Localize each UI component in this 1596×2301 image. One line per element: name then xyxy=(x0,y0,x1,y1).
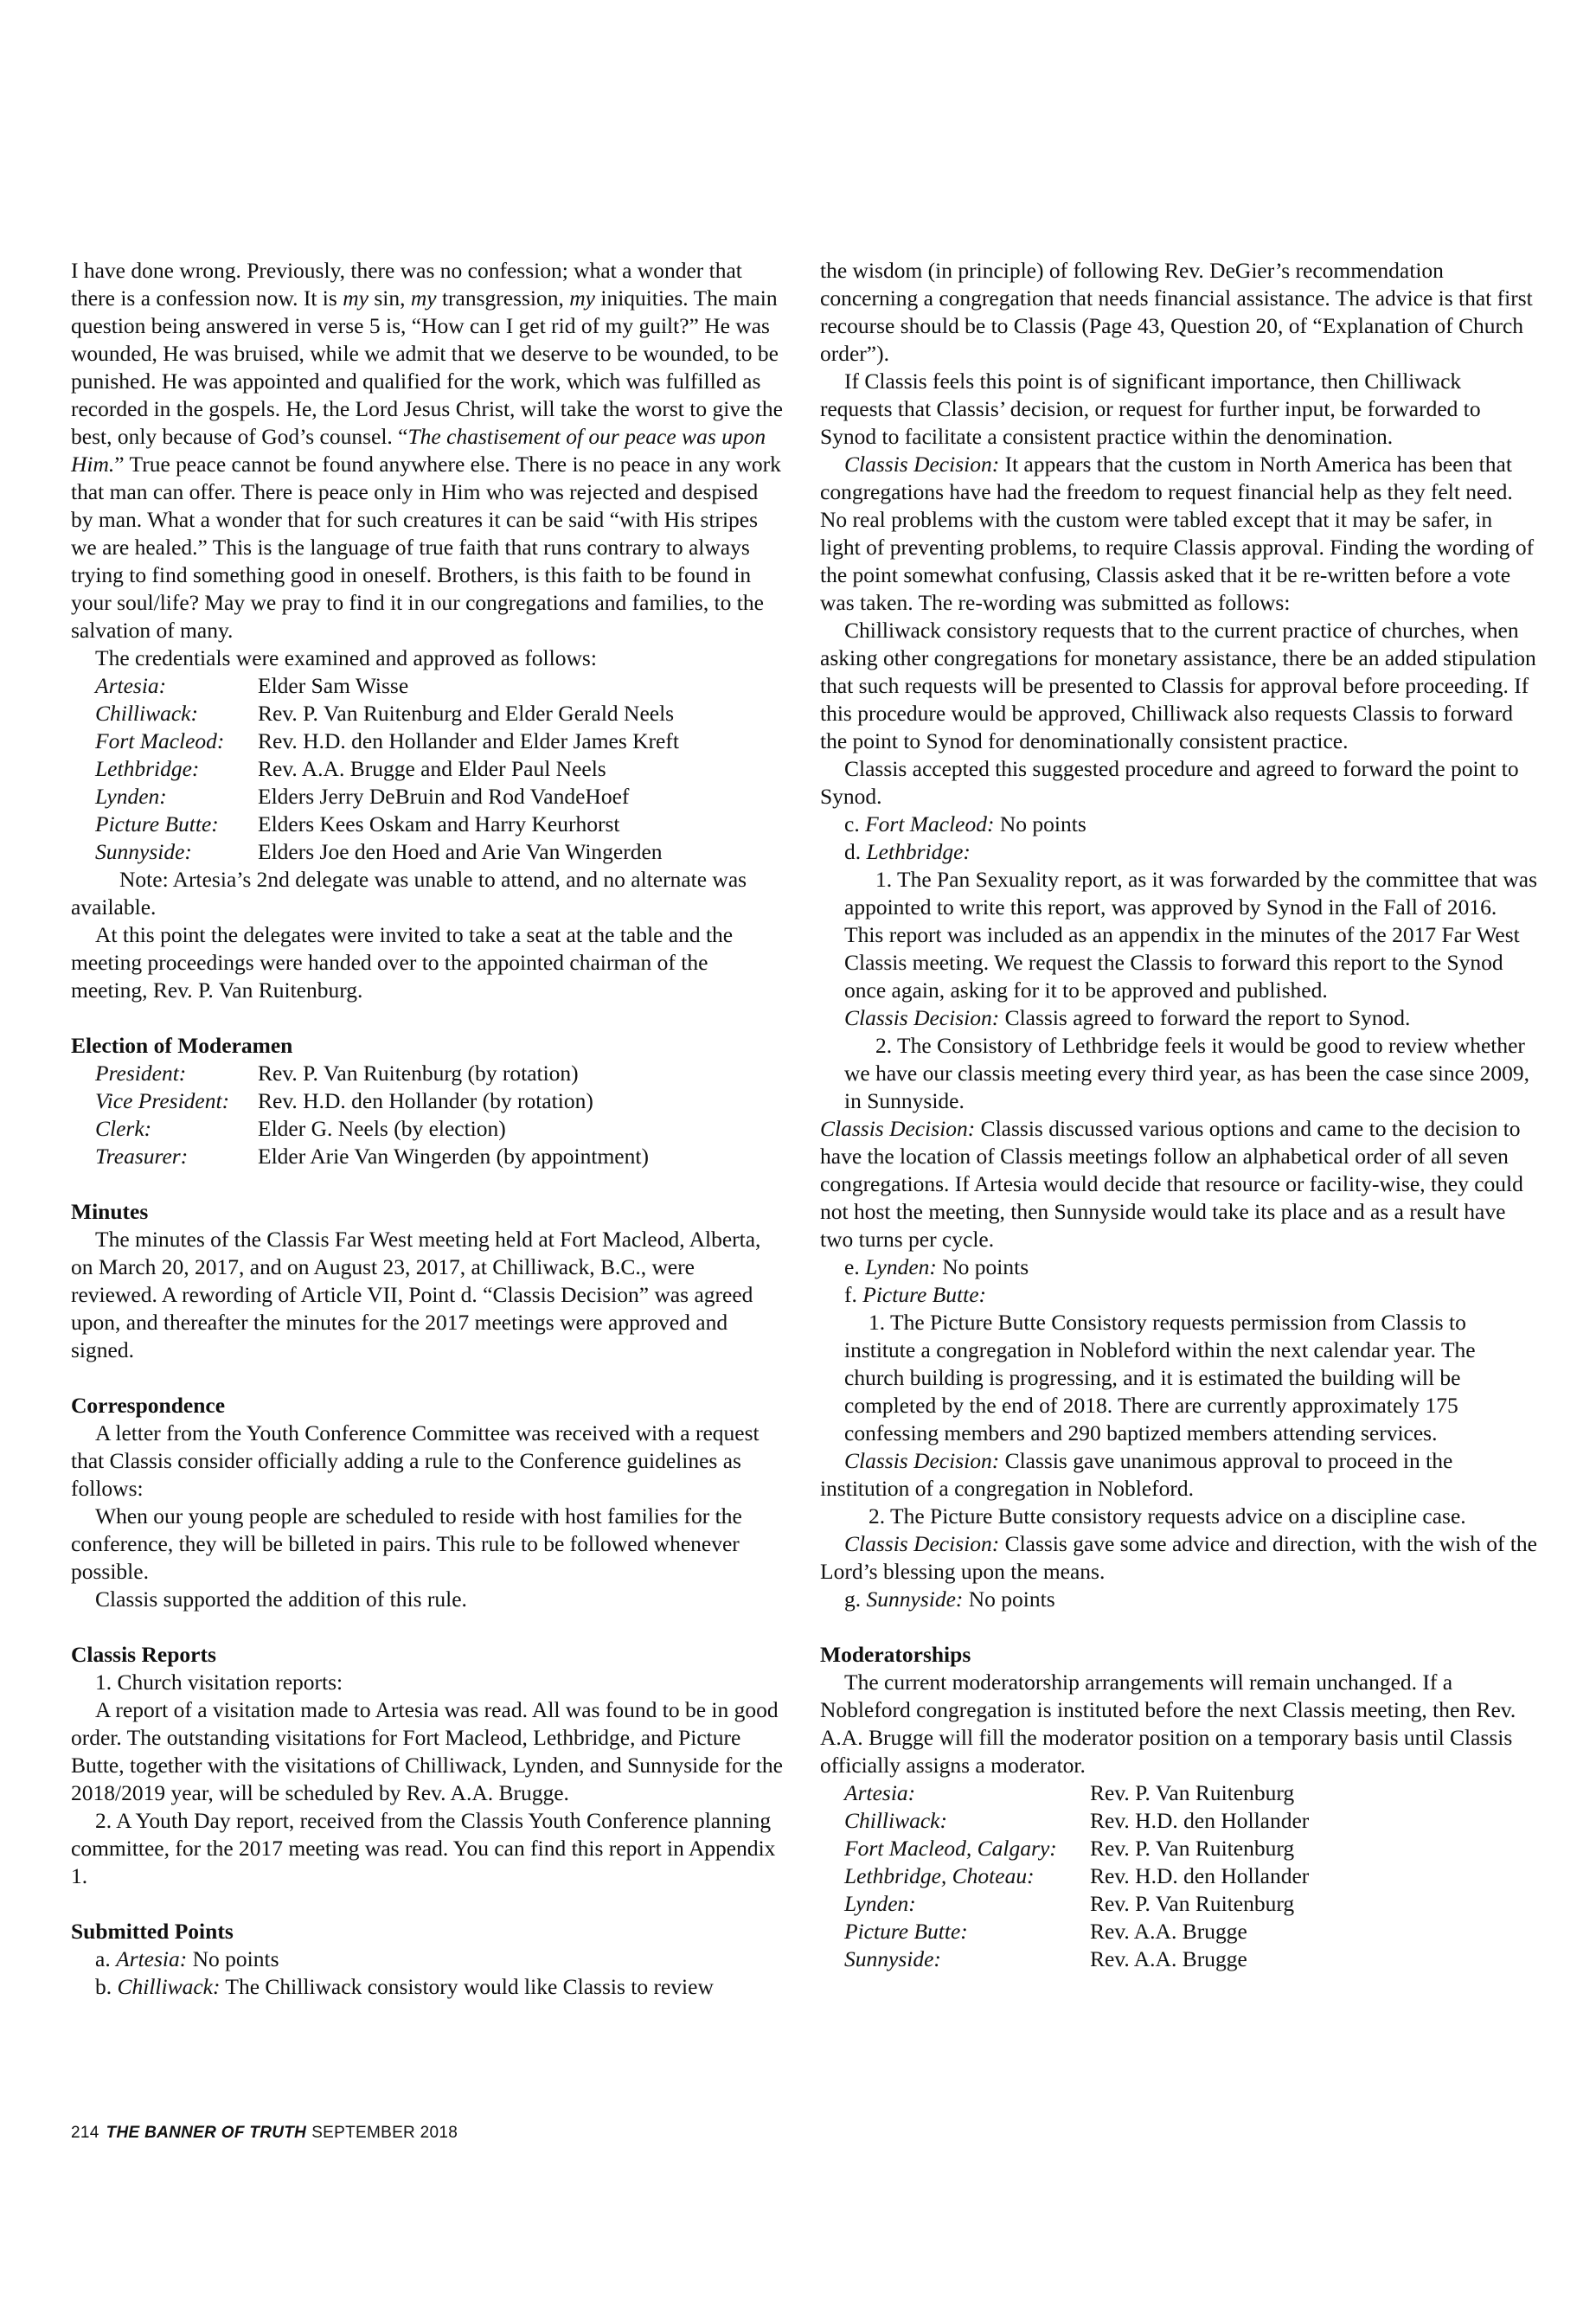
section-heading-points: Submitted Points xyxy=(71,1919,234,1944)
body-paragraph: the wisdom (in principle) of following Rev. DeGier’s recommendation concerning a congregation that needs financial assistance. The advice is that first recourse should be to Classis (Page 43, Question 20, of “Explanation of Church order”). xyxy=(820,258,1533,366)
table-row: Lynden: Elders Jerry DeBruin and Rod VandeHoef xyxy=(95,784,630,809)
decision-paragraph: Classis Decision: Classis gave some advice and direction, with the wish of the Lord’s blessing upon the means. xyxy=(820,1531,1537,1584)
table-row: Clerk: Elder G. Neels (by election) xyxy=(95,1116,506,1141)
table-row: Lethbridge, Choteau: Rev. H.D. den Hollander xyxy=(844,1863,1310,1888)
section-heading-correspondence: Correspondence xyxy=(71,1393,226,1418)
table-row: Artesia: Rev. P. Van Ruitenburg xyxy=(844,1780,1295,1805)
page-number: 214 xyxy=(71,2124,99,2142)
issue-date: SEPTEMBER 2018 xyxy=(311,2124,458,2142)
table-row: Picture Butte: Elders Kees Oskam and Harry Keurhorst xyxy=(95,811,620,836)
table-row: Fort Macleod: Rev. H.D. den Hollander and Elder James Kreft xyxy=(95,728,679,753)
decision-paragraph: Classis Decision: Classis agreed to forward the report to Synod. xyxy=(844,1005,1411,1030)
table-row: Artesia: Elder Sam Wisse xyxy=(95,673,409,698)
magazine-title: THE BANNER OF TRUTH xyxy=(106,2124,307,2142)
picture-butte-points xyxy=(844,1309,1538,1447)
lethbridge-points xyxy=(844,866,1538,1115)
credentials-table xyxy=(95,672,679,866)
list-item: c. Fort Macleod: No points xyxy=(844,811,1086,836)
list-item: 2. The Consistory of Lethbridge feels it would be good to review whether we have our classis meeting every third year, as has been the case since 2009, in Sunnyside. xyxy=(844,1033,1530,1113)
page-footer xyxy=(71,2119,458,2147)
section-heading-election: Election of Moderamen xyxy=(71,1033,293,1058)
list-item: 1. The Pan Sexuality report, as it was forwarded by the committee that was appointed to write this report, was approved by Synod in the Fall of 2016. This report was included as an appendix in the minutes of the 2017 Far West Classis meeting. We request the Classis to forward this report to the Synod once again, asking for it to be approved and published. xyxy=(844,867,1538,1003)
right-column xyxy=(820,257,1538,1973)
moderators-table xyxy=(844,1779,1309,1973)
list-item: 2. The Picture Butte consistory requests advice on a discipline case. xyxy=(869,1503,1466,1529)
body-paragraph: The current moderatorship arrangements will remain unchanged. If a Nobleford congregation is instituted before the next Classis meeting, then Rev. A.A. Brugge will fill the moderator position on a temporary basis until Classis officially assigns a moderator. xyxy=(820,1670,1516,1778)
body-paragraph: The minutes of the Classis Far West meeting held at Fort Macleod, Alberta, on March 20, 2017, and on August 23, 2017, at Chilliwack, B.C., were reviewed. A rewording of Article VII, Point d. “Classis Decision” was agreed upon, and thereafter the minutes for the 2017 meetings were approved and signed. xyxy=(71,1227,761,1362)
decision-paragraph: Classis Decision: It appears that the custom in North America has been that congregations have had the freedom to request financial help as they felt need. No real problems with the custom were tabled except that it may be safer, in light of preventing problems, to require Classis approval. Finding the wording of the point somewhat confusing, Classis asked that it be re-written before a vote was taken. The re-wording was submitted as follows: xyxy=(820,452,1535,615)
section-heading-moderatorships: Moderatorships xyxy=(820,1642,971,1667)
body-paragraph: A letter from the Youth Conference Committee was received with a request that Classis consider officially adding a rule to the Conference guidelines as follows: xyxy=(71,1420,760,1501)
section-heading-reports: Classis Reports xyxy=(71,1642,216,1667)
left-column xyxy=(71,257,785,2001)
moderamen-table xyxy=(95,1060,649,1170)
table-row: Lethbridge: Rev. A.A. Brugge and Elder Paul Neels xyxy=(95,756,606,781)
table-row: Vice President: Rev. H.D. den Hollander (by rotation) xyxy=(95,1088,593,1113)
body-paragraph: Chilliwack consistory requests that to the current practice of churches, when asking other congregations for monetary assistance, there be an added stipulation that such requests will be presented to Classis for approval before proceeding. If this procedure would be approved, Chilliwack also requests Classis to forward the point to Synod for denominationally consistent practice. xyxy=(820,618,1536,753)
body-paragraph: If Classis feels this point is of significant importance, then Chilliwack requests that Classis’ decision, or request for further input, be forwarded to Synod to facilitate a consistent practice within the denomination. xyxy=(820,369,1481,449)
list-item: e. Lynden: No points xyxy=(844,1254,1029,1279)
list-item: d. Lethbridge: xyxy=(844,839,971,864)
table-row: Chilliwack: Rev. H.D. den Hollander xyxy=(844,1808,1310,1833)
table-row: Sunnyside: Rev. A.A. Brugge xyxy=(844,1946,1247,1971)
body-paragraph: I have done wrong. Previously, there was no confession; what a wonder that there is a confession now. It is my sin, my transgression, my iniquities. The main question being answered in verse 5 is, “How can I get rid of my guilt?” He was wounded, He was bruised, while we admit that we deserve to be wounded, to be punished. He was appointed and qualified for the work, which was fulfilled as recorded in the gospels. He, the Lord Jesus Christ, will take the worst to give the best, only because of God’s counsel. “The chastisement of our peace was upon Him.” True peace cannot be found anywhere else. There is no peace in any work that man can offer. There is peace only in Him who was rejected and despised by man. What a wonder that for such creatures it can be said “with His stripes we are healed.” This is the language of true faith that runs contrary to always trying to find something good in oneself. Brothers, is this faith to be found in your soul/life? May we pray to find it in our congregations and families, to the salvation of many. xyxy=(71,258,783,643)
body-paragraph: When our young people are scheduled to reside with host families for the conference, they will be billeted in pairs. This rule to be followed whenever possible. xyxy=(71,1503,742,1584)
decision-paragraph: Classis Decision: Classis gave unanimous approval to proceed in the institution of a congregation in Nobleford. xyxy=(820,1448,1453,1501)
body-paragraph: Classis supported the addition of this rule. xyxy=(95,1586,467,1612)
list-item: 1. Church visitation reports: xyxy=(95,1670,343,1695)
list-item: g. Sunnyside: No points xyxy=(844,1586,1055,1612)
table-row: Fort Macleod, Calgary: Rev. P. Van Ruitenburg xyxy=(844,1836,1295,1861)
body-paragraph: At this point the delegates were invited to take a seat at the table and the meeting proceedings were handed over to the appointed chairman of the meeting, Rev. P. Van Ruitenburg. xyxy=(71,922,734,1003)
list-item: f. Picture Butte: xyxy=(844,1282,987,1307)
list-item: 1. The Picture Butte Consistory requests permission from Classis to institute a congregation in Nobleford within the next calendar year. The church building is progressing, and it is estimated the building will be completed by the end of 2018. There are currently approximately 175 confessing members and 290 baptized members attending services. xyxy=(844,1310,1476,1445)
table-row: Picture Butte: Rev. A.A. Brugge xyxy=(844,1919,1247,1944)
table-row: Chilliwack: Rev. P. Van Ruitenburg and Elder Gerald Neels xyxy=(95,701,675,726)
table-row: Sunnyside: Elders Joe den Hoed and Arie Van Wingerden xyxy=(95,839,663,864)
body-paragraph: A report of a visitation made to Artesia was read. All was found to be in good order. The outstanding visitations for Fort Macleod, Lethbridge, and Picture Butte, together with the visitations of Chilliwack, Lynden, and Sunnyside for the 2018/2019 year, will be scheduled by Rev. A.A. Brugge. xyxy=(71,1697,783,1805)
table-row: President: Rev. P. Van Ruitenburg (by rotation) xyxy=(95,1061,579,1086)
decision-paragraph: Classis Decision: Classis discussed various options and came to the decision to have the location of Classis meetings follow an alphabetical order of all seven congregations. If Artesia would decide that resource or facility-wise, they could not host the meeting, then Sunnyside would take its place and as a result have two turns per cycle. xyxy=(820,1116,1523,1252)
body-paragraph: Classis accepted this suggested procedure and agreed to forward the point to Synod. xyxy=(820,756,1519,809)
body-paragraph: 2. A Youth Day report, received from the Classis Youth Conference planning committee, for the 2017 meeting was read. You can find this report in Appendix 1. xyxy=(71,1808,776,1888)
section-heading-minutes: Minutes xyxy=(71,1199,149,1224)
list-item: a. Artesia: No points xyxy=(95,1946,279,1971)
table-row: Treasurer: Elder Arie Van Wingerden (by appointment) xyxy=(95,1144,649,1169)
credentials-intro: The credentials were examined and approved as follows: xyxy=(95,645,597,670)
table-row: Lynden: Rev. P. Van Ruitenburg xyxy=(844,1891,1295,1916)
credentials-note: Note: Artesia’s 2nd delegate was unable to attend, and no alternate was available. xyxy=(71,867,747,920)
list-item: b. Chilliwack: The Chilliwack consistory would like Classis to review xyxy=(95,1974,714,1999)
